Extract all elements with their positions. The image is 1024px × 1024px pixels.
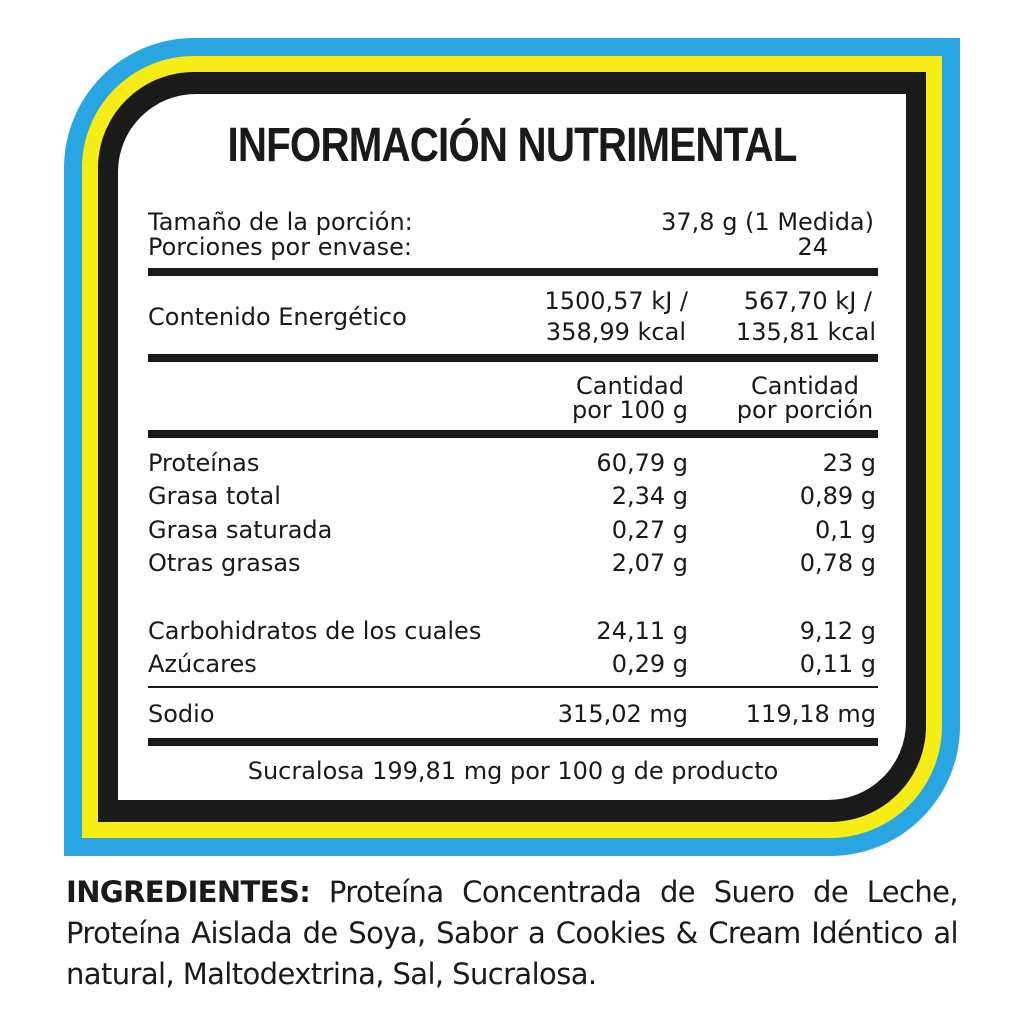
energy-portion-kcal: 135,81 kcal: [735, 318, 876, 346]
nutrient-name: Carbohidratos de los cuales: [148, 617, 482, 645]
footnote: Sucralosa 199,81 mg por 100 g de producto: [247, 757, 779, 785]
nutrient-name: Sodio: [148, 700, 215, 728]
nutrient-per100: 60,79 g: [596, 449, 688, 477]
header-portion-line1: Cantidad: [751, 372, 859, 400]
divider-rule: [148, 354, 878, 362]
ingredients-label: INGREDIENTES:: [66, 875, 311, 909]
divider-rule: [148, 738, 878, 746]
divider-rule: [148, 268, 878, 276]
energy-portion-kj: 567,70 kJ /: [743, 287, 872, 315]
energy-per100-kcal: 358,99 kcal: [545, 318, 686, 346]
ingredients-paragraph: [66, 872, 958, 995]
ingredients-text: Proteína Concentrada de Suero de Leche, Proteína Aislada de Soya, Sabor a Cookies & Cream Idéntico al natural, Maltodextrina, Sal, Sucralosa.: [66, 875, 958, 991]
divider-rule: [148, 686, 878, 688]
nutrient-name: Grasa saturada: [148, 516, 333, 544]
serving-size-value: 37,8 g (1 Medida): [661, 208, 874, 236]
nutrient-portion: 23 g: [822, 449, 876, 477]
nutrient-portion: 0,78 g: [799, 549, 876, 577]
nutrient-name: Grasa total: [148, 482, 281, 510]
energy-per100-kj: 1500,57 kJ /: [544, 287, 688, 315]
nutrient-portion: 0,11 g: [799, 650, 876, 678]
divider-rule: [148, 430, 878, 438]
nutrient-name: Otras grasas: [148, 549, 301, 577]
nutrient-name: Azúcares: [148, 650, 257, 678]
serving-size-label: Tamaño de la porción:: [148, 208, 413, 236]
servings-value: 24: [797, 233, 828, 261]
nutrient-portion: 9,12 g: [799, 617, 876, 645]
nutrient-per100: 0,29 g: [611, 650, 688, 678]
header-portion-line2: por porción: [736, 396, 874, 424]
header-per100-line1: Cantidad: [576, 372, 684, 400]
nutrient-per100: 24,11 g: [596, 617, 688, 645]
nutrient-per100: 2,34 g: [611, 482, 688, 510]
energy-label: Contenido Energético: [148, 303, 407, 331]
nutrient-per100: 315,02 mg: [557, 700, 688, 728]
nutrient-per100: 0,27 g: [611, 516, 688, 544]
nutrient-portion: 0,89 g: [799, 482, 876, 510]
header-per100-line2: por 100 g: [571, 396, 689, 424]
nutrient-per100: 2,07 g: [611, 549, 688, 577]
label-title: INFORMACIÓN NUTRIMENTAL: [227, 119, 797, 172]
servings-label: Porciones por envase:: [148, 233, 412, 261]
nutrient-portion: 0,1 g: [814, 516, 876, 544]
nutrient-portion: 119,18 mg: [745, 700, 876, 728]
nutrient-name: Proteínas: [148, 449, 260, 477]
nutrition-panel: [118, 94, 906, 800]
